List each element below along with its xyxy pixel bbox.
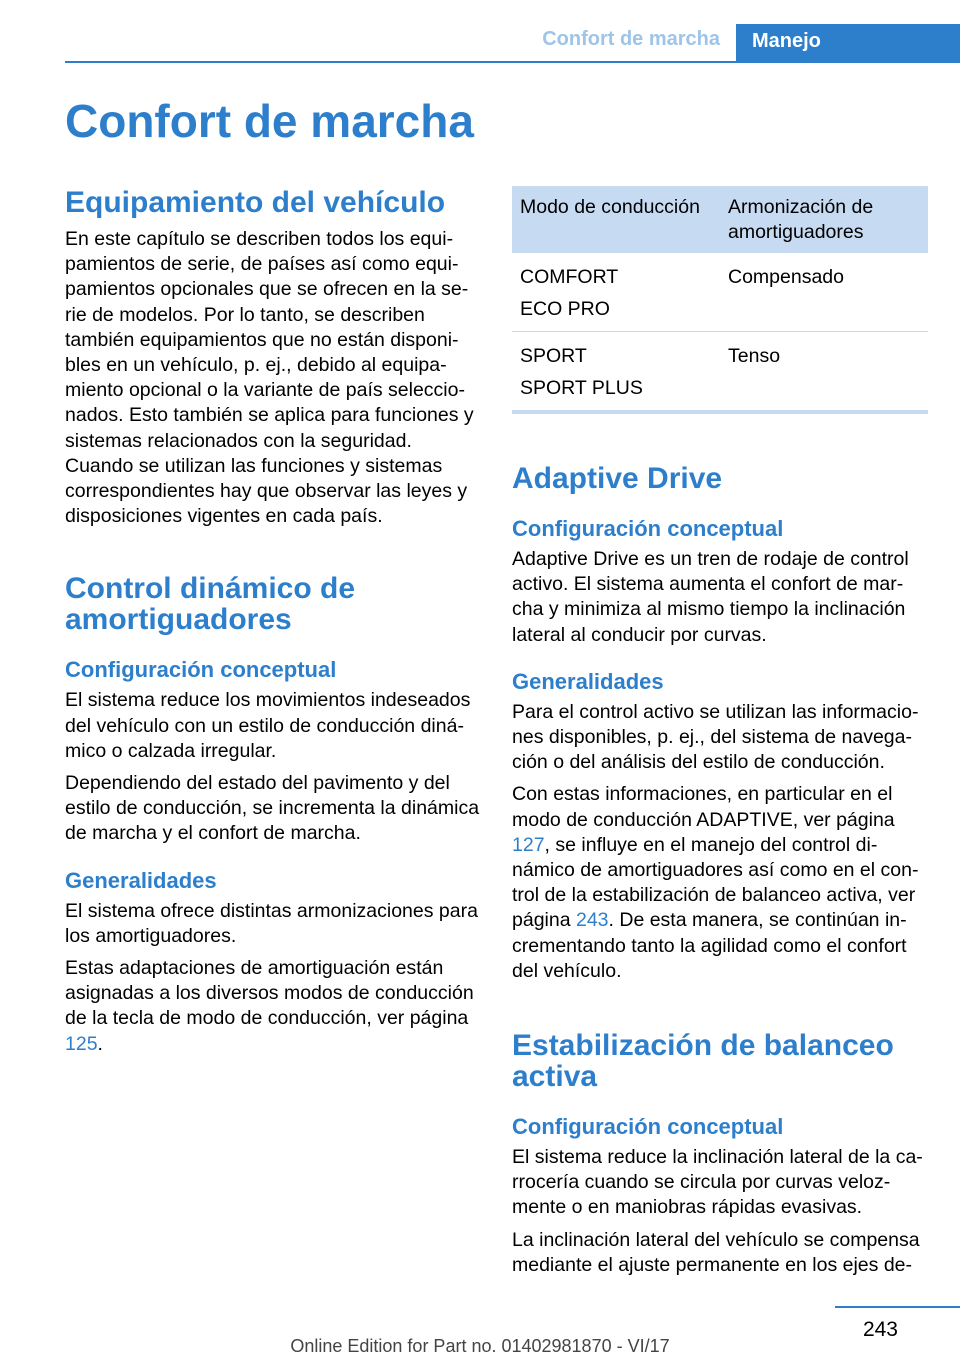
damper-general-paragraph-2: [65, 956, 481, 1057]
adaptive-general-paragraph-1: Para el control activo se utilizan las informaciones disponibles, p. ej., del sistema de navegación o del análisis del estilo de conducción.: [512, 700, 919, 774]
page-link-127[interactable]: 127: [512, 833, 545, 856]
damper-general-paragraph-1: El sistema ofrece distintas armonizaciones para los amortiguadores.: [65, 899, 478, 947]
table-row: [512, 332, 928, 413]
damper-concept-heading: Configuración conceptual: [65, 657, 337, 683]
damper-concept-paragraph-2: Dependiendo del estado del pavimento y del estilo de conducción, se incrementa la dinámica de marcha y el confort de marcha.: [65, 772, 480, 845]
damper-control-heading: Control dinámico de amortiguadores: [65, 572, 356, 637]
mode-eco-pro: ECO PRO: [520, 298, 610, 320]
adaptive-general-text-c: . De esta manera, se continúan incrementando tanto la agilidad como el confort del vehículo.: [512, 909, 907, 982]
equipment-paragraph: En este capítulo se describen todos los equipamientos de serie, de países así como equipamientos opcionales que se ofrecen en la serie de modelos. Por lo tanto, se describen también equipamientos que no están disponibles en un vehículo, p. ej., debido al equipamiento opcional o la variante de país seleccionados. Esto también se aplica para funciones y sistemas relacionados con la seguridad. Cuando se utilizan las funciones y sistemas correspondientes hay que observar las leyes y disposiciones vigentes en cada país.: [65, 228, 474, 528]
roll-concept-paragraph-2: La inclinación lateral del vehículo se compensa mediante el ajuste permanente en los ejes de-: [512, 1228, 920, 1276]
table-cell-tuning: Tenso: [720, 332, 928, 413]
mode-comfort: COMFORT: [520, 266, 619, 288]
right-column: [512, 180, 928, 1278]
table-row: [512, 253, 928, 332]
page-title: Confort de marcha: [65, 95, 474, 147]
table-cell-modes: [512, 253, 720, 332]
left-column: [65, 180, 481, 1057]
table-cell-tuning: Compensado: [720, 253, 928, 332]
adaptive-general-text-a: Con estas informaciones, en particular en el modo de conducción ADAPTIVE, ver página: [512, 783, 895, 831]
adaptive-concept-heading: Configuración conceptual: [512, 516, 784, 541]
adaptive-general-paragraph-2: [512, 782, 928, 984]
equipment-heading: Equipamiento del vehículo: [65, 186, 446, 219]
damper-general-heading: Generalidades: [65, 867, 217, 893]
mode-sport-plus: SPORT PLUS: [520, 377, 643, 399]
adaptive-general-text-b: , se influye en el manejo del control dinámico de amortiguadores así como en el control de la estabilización de balanceo activa, ver página: [512, 833, 919, 932]
adaptive-concept-paragraph: Adaptive Drive es un tren de rodaje de control activo. El sistema aumenta el confort de marcha y minimiza al mismo tiempo la inclinación lateral al conducir por curvas.: [512, 548, 909, 646]
table-header-tuning: Armonización de amortiguadores: [720, 186, 928, 253]
table-header-mode: Modo de conducción: [512, 186, 720, 253]
page-number: 243: [862, 1318, 898, 1341]
adaptive-drive-heading: Adaptive Drive: [512, 462, 723, 495]
damper-concept-paragraph-1: El sistema reduce los movimientos indeseados del vehículo con un estilo de conducción dinámico o calzada irregular.: [65, 689, 471, 762]
header-rule: [65, 61, 960, 63]
page-link-243[interactable]: 243: [575, 909, 609, 932]
footer-rule: [835, 1306, 960, 1308]
table-header-row: [512, 186, 928, 253]
roll-concept-paragraph-1: El sistema reduce la inclinación lateral de la carrocería cuando se circula por curvas velozmente o en maniobras rápidas evasivas.: [512, 1146, 923, 1219]
table-cell-modes: [512, 332, 720, 413]
page-link-125[interactable]: 125: [65, 1032, 98, 1055]
roll-concept-heading: Configuración conceptual: [512, 1114, 784, 1140]
damper-general-text: Estas adaptaciones de amortiguación están asignadas a los diversos modos de conducción de la tecla de modo de conducción, ver página: [65, 957, 474, 1030]
edition-footer: Online Edition for Part no. 01402981870 - VI/17: [290, 1336, 670, 1356]
header-section-label: Confort de marcha: [542, 28, 720, 50]
damper-general-end: .: [97, 1032, 103, 1055]
mode-sport: SPORT: [520, 345, 587, 367]
adaptive-general-heading: Generalidades: [512, 668, 664, 694]
roll-stabilization-heading: Estabilización de balanceo activa: [512, 1029, 894, 1094]
header-chapter-tab: Manejo: [736, 24, 960, 61]
damper-tuning-table: [512, 186, 928, 414]
